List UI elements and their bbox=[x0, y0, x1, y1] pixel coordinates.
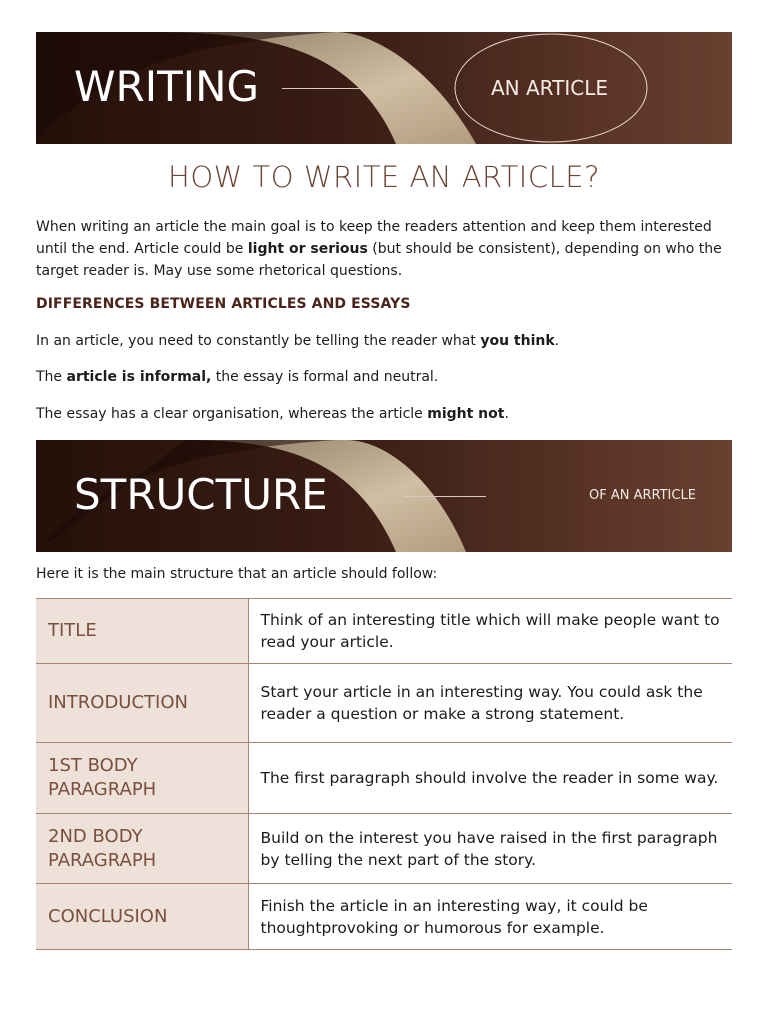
difference-line-3 bbox=[36, 403, 726, 425]
diff3-bold: might not bbox=[427, 406, 505, 422]
row-description: Start your article in an interesting way. You could ask the reader a question or make a strong statement. bbox=[248, 664, 732, 743]
row-term: 2ND BODY PARAGRAPH bbox=[36, 814, 248, 884]
structure-table bbox=[36, 598, 732, 950]
diff1-end: . bbox=[554, 333, 560, 349]
banner-subtitle: AN ARTICLE bbox=[491, 76, 608, 100]
banner-divider bbox=[282, 88, 362, 89]
diff1-text: In an article, you need to constantly be telling the reader what bbox=[36, 333, 481, 349]
banner-title: WRITING bbox=[74, 62, 260, 111]
difference-line-2 bbox=[36, 366, 726, 388]
structure-banner bbox=[36, 440, 732, 552]
structure-banner-divider bbox=[404, 496, 486, 497]
diff2-bold: article is informal, bbox=[66, 369, 212, 385]
structure-banner-title: STRUCTURE bbox=[74, 470, 328, 519]
intro-text-bold: light or serious bbox=[247, 241, 368, 257]
diff1-bold: you think bbox=[480, 333, 555, 349]
intro-text-2: (but should be consistent), depending on who the target reader is. May use some rhetorical questions. bbox=[36, 241, 722, 279]
diff2-text: The bbox=[36, 369, 67, 385]
structure-intro: Here it is the main structure that an article should follow: bbox=[36, 566, 438, 582]
diff3-end: . bbox=[504, 406, 509, 422]
table-row bbox=[36, 599, 732, 664]
row-description: Finish the article in an interesting way, it could be thoughtprovoking or humorous for example. bbox=[248, 884, 732, 950]
page-title: HOW TO WRITE AN ARTICLE? bbox=[168, 160, 600, 194]
row-term: TITLE bbox=[36, 599, 248, 664]
structure-banner-subtitle: OF AN ARRTICLE bbox=[589, 488, 696, 503]
table-row bbox=[36, 884, 732, 950]
row-term: 1ST BODY PARAGRAPH bbox=[36, 743, 248, 814]
table-row bbox=[36, 664, 732, 743]
diff3-text: The essay has a clear organisation, whereas the article bbox=[36, 406, 428, 422]
intro-paragraph bbox=[36, 216, 726, 282]
row-description: Think of an interesting title which will make people want to read your article. bbox=[248, 599, 732, 664]
header-banner bbox=[36, 32, 732, 144]
table-row bbox=[36, 743, 732, 814]
table-row bbox=[36, 814, 732, 884]
difference-line-1 bbox=[36, 330, 726, 352]
row-term: CONCLUSION bbox=[36, 884, 248, 950]
differences-heading: DIFFERENCES BETWEEN ARTICLES AND ESSAYS bbox=[36, 296, 411, 312]
row-description: The first paragraph should involve the reader in some way. bbox=[248, 743, 732, 814]
intro-text-1: When writing an article the main goal is to keep the readers attention and keep them interested until the end. Article could be bbox=[36, 219, 712, 257]
row-term: INTRODUCTION bbox=[36, 664, 248, 743]
diff2-end: the essay is formal and neutral. bbox=[211, 369, 439, 385]
row-description: Build on the interest you have raised in the first paragraph by telling the next part of the story. bbox=[248, 814, 732, 884]
